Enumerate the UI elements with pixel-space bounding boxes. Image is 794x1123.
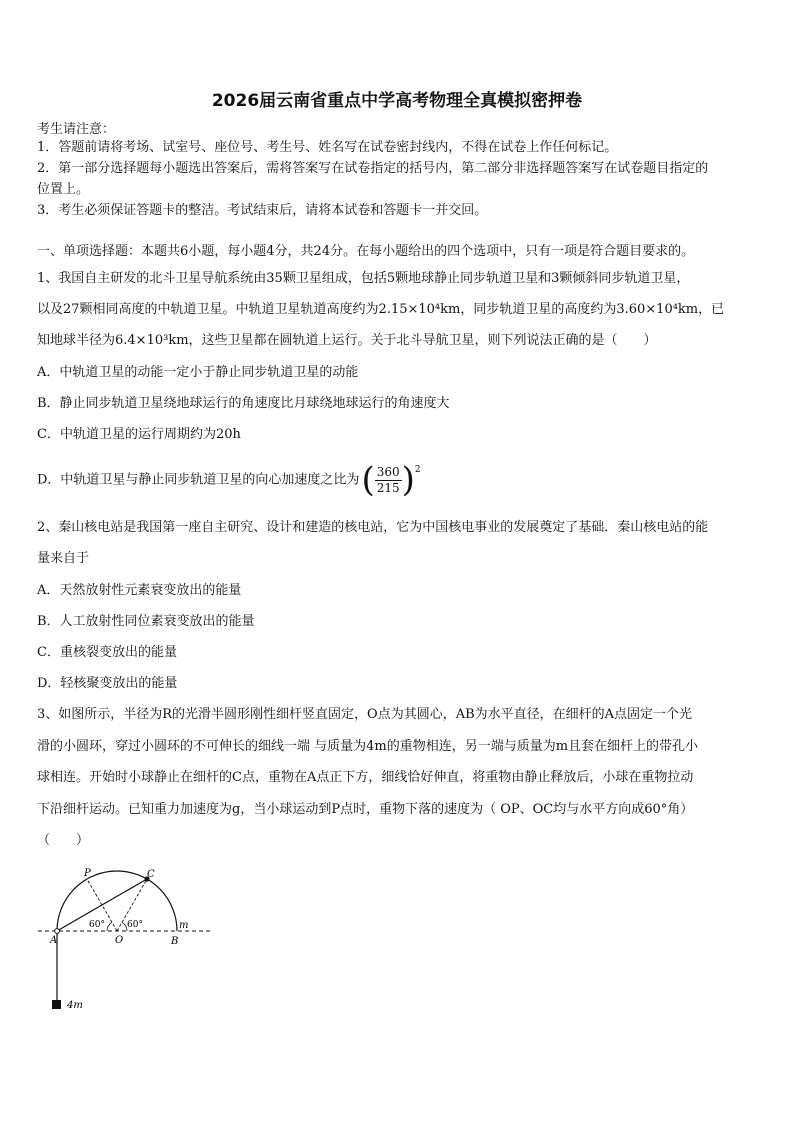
q1-option-b: B．静止同步轨道卫星绕地球运行的角速度比月球绕地球运行的角速度大 [37,396,450,411]
q2-option-d: D．轻核聚变放出的能量 [37,676,178,691]
notice-item-2: 2．第一部分选择题每小题选出答案后，需将答案写在试卷指定的括号内，第二部分非选择题答案写在试卷题目指定的 [37,161,709,176]
q1-option-d [37,462,757,499]
label-c: C [147,869,155,880]
notice-item-2-cont: 位置上。 [37,182,90,197]
ring-a [55,929,60,934]
q3-line-3: 球相连。开始时小球静止在细杆的C点，重物在A点正下方，细线恰好伸直，将重物由静止释放后，小球在重物拉动 [37,770,694,785]
fraction-numerator: 360 [376,464,400,479]
label-o: O [115,935,124,946]
ratio-fraction: ( $\frac{360}{215}$ ) 2 [361,462,420,498]
q3-figure [30,858,230,1018]
q2-option-a: A．天然放射性元素衰变放出的能量 [37,583,242,598]
q3-line-2: 滑的小圆环，穿过小圆环的不可伸长的细线一端 与质量为4m的重物相连，另一端与质量为m且套在细杆上的带孔小 [37,739,699,754]
q3-line-4: 下沿细杆运动。已知重力加速度为g，当小球运动到P点时，重物下落的速度为（ OP、OC均与水平方向成60°角） [37,802,694,817]
label-a: A [50,935,58,946]
fraction-exponent: 2 [414,465,421,475]
q3-line-5: （ ） [37,833,90,848]
q1-option-a: A．中轨道卫星的动能一定小于静止同步轨道卫星的动能 [37,365,359,380]
label-p: P [84,868,91,879]
q1-line-1: 1、我国自主研发的北斗卫星导航系统由35颗卫星组成，包括5颗地球静止同步轨道卫星和3颗倾斜同步轨道卫星， [37,271,690,286]
fraction-denominator: 215 [376,480,400,495]
notice-item-3: 3．考生必须保证答题卡的整洁。考试结束后，请将本试卷和答题卡一并交回。 [37,203,488,218]
q2-option-b: B．人工放射性同位素衰变放出的能量 [37,614,255,629]
label-angle-right: 60° [127,920,143,930]
q2-option-c: C．重核裂变放出的能量 [37,645,177,660]
q1-option-c: C．中轨道卫星的运行周期约为20h [37,427,241,442]
q1-line-3: 知地球半径为6.4×10³km，这些卫星都在圆轨道上运行。关于北斗导航卫星，则下列说法正确的是（ ） [37,333,657,348]
page-title: 2026届云南省重点中学高考物理全真模拟密押卷 [211,91,583,111]
q2-line-2: 量来自于 [37,551,90,566]
semicircle-rod [57,871,177,931]
label-weight: 4m [67,1000,83,1011]
q2-line-1: 2、秦山核电站是我国第一座自主研究、设计和建造的核电站，它为中国核电事业的发展奠定了基础．秦山核电站的能 [37,520,709,535]
q1-option-d-text: D．中轨道卫星与静止同步轨道卫星的向心加速度之比为 [37,472,360,488]
angle-arc-left [107,922,112,931]
q1-line-2: 以及27颗相同高度的中轨道卫星。中轨道卫星轨道高度约为2.15×10⁴km，同步轨道卫星的高度约为3.60×10⁴km，已 [37,302,725,317]
notice-heading: 考生请注意： [37,122,116,137]
section-heading: 一、单项选择题：本题共6小题，每小题4分，共24分。在每小题给出的四个选项中，只有一项是符合题目要求的。 [37,244,695,259]
label-b: B [171,936,179,947]
weight-block [52,1000,61,1009]
q3-line-1: 3、如图所示，半径为R的光滑半圆形刚性细杆竖直固定，O点为其圆心，AB为水平直径，在细杆的A点固定一个光 [37,707,693,722]
notice-item-1: 1．答题前请将考场、试室号、座位号、考生号、姓名写在试卷密封线内，不得在试卷上作任何标记。 [37,140,618,155]
label-m: m [179,920,189,931]
label-angle-left: 60° [89,920,105,930]
